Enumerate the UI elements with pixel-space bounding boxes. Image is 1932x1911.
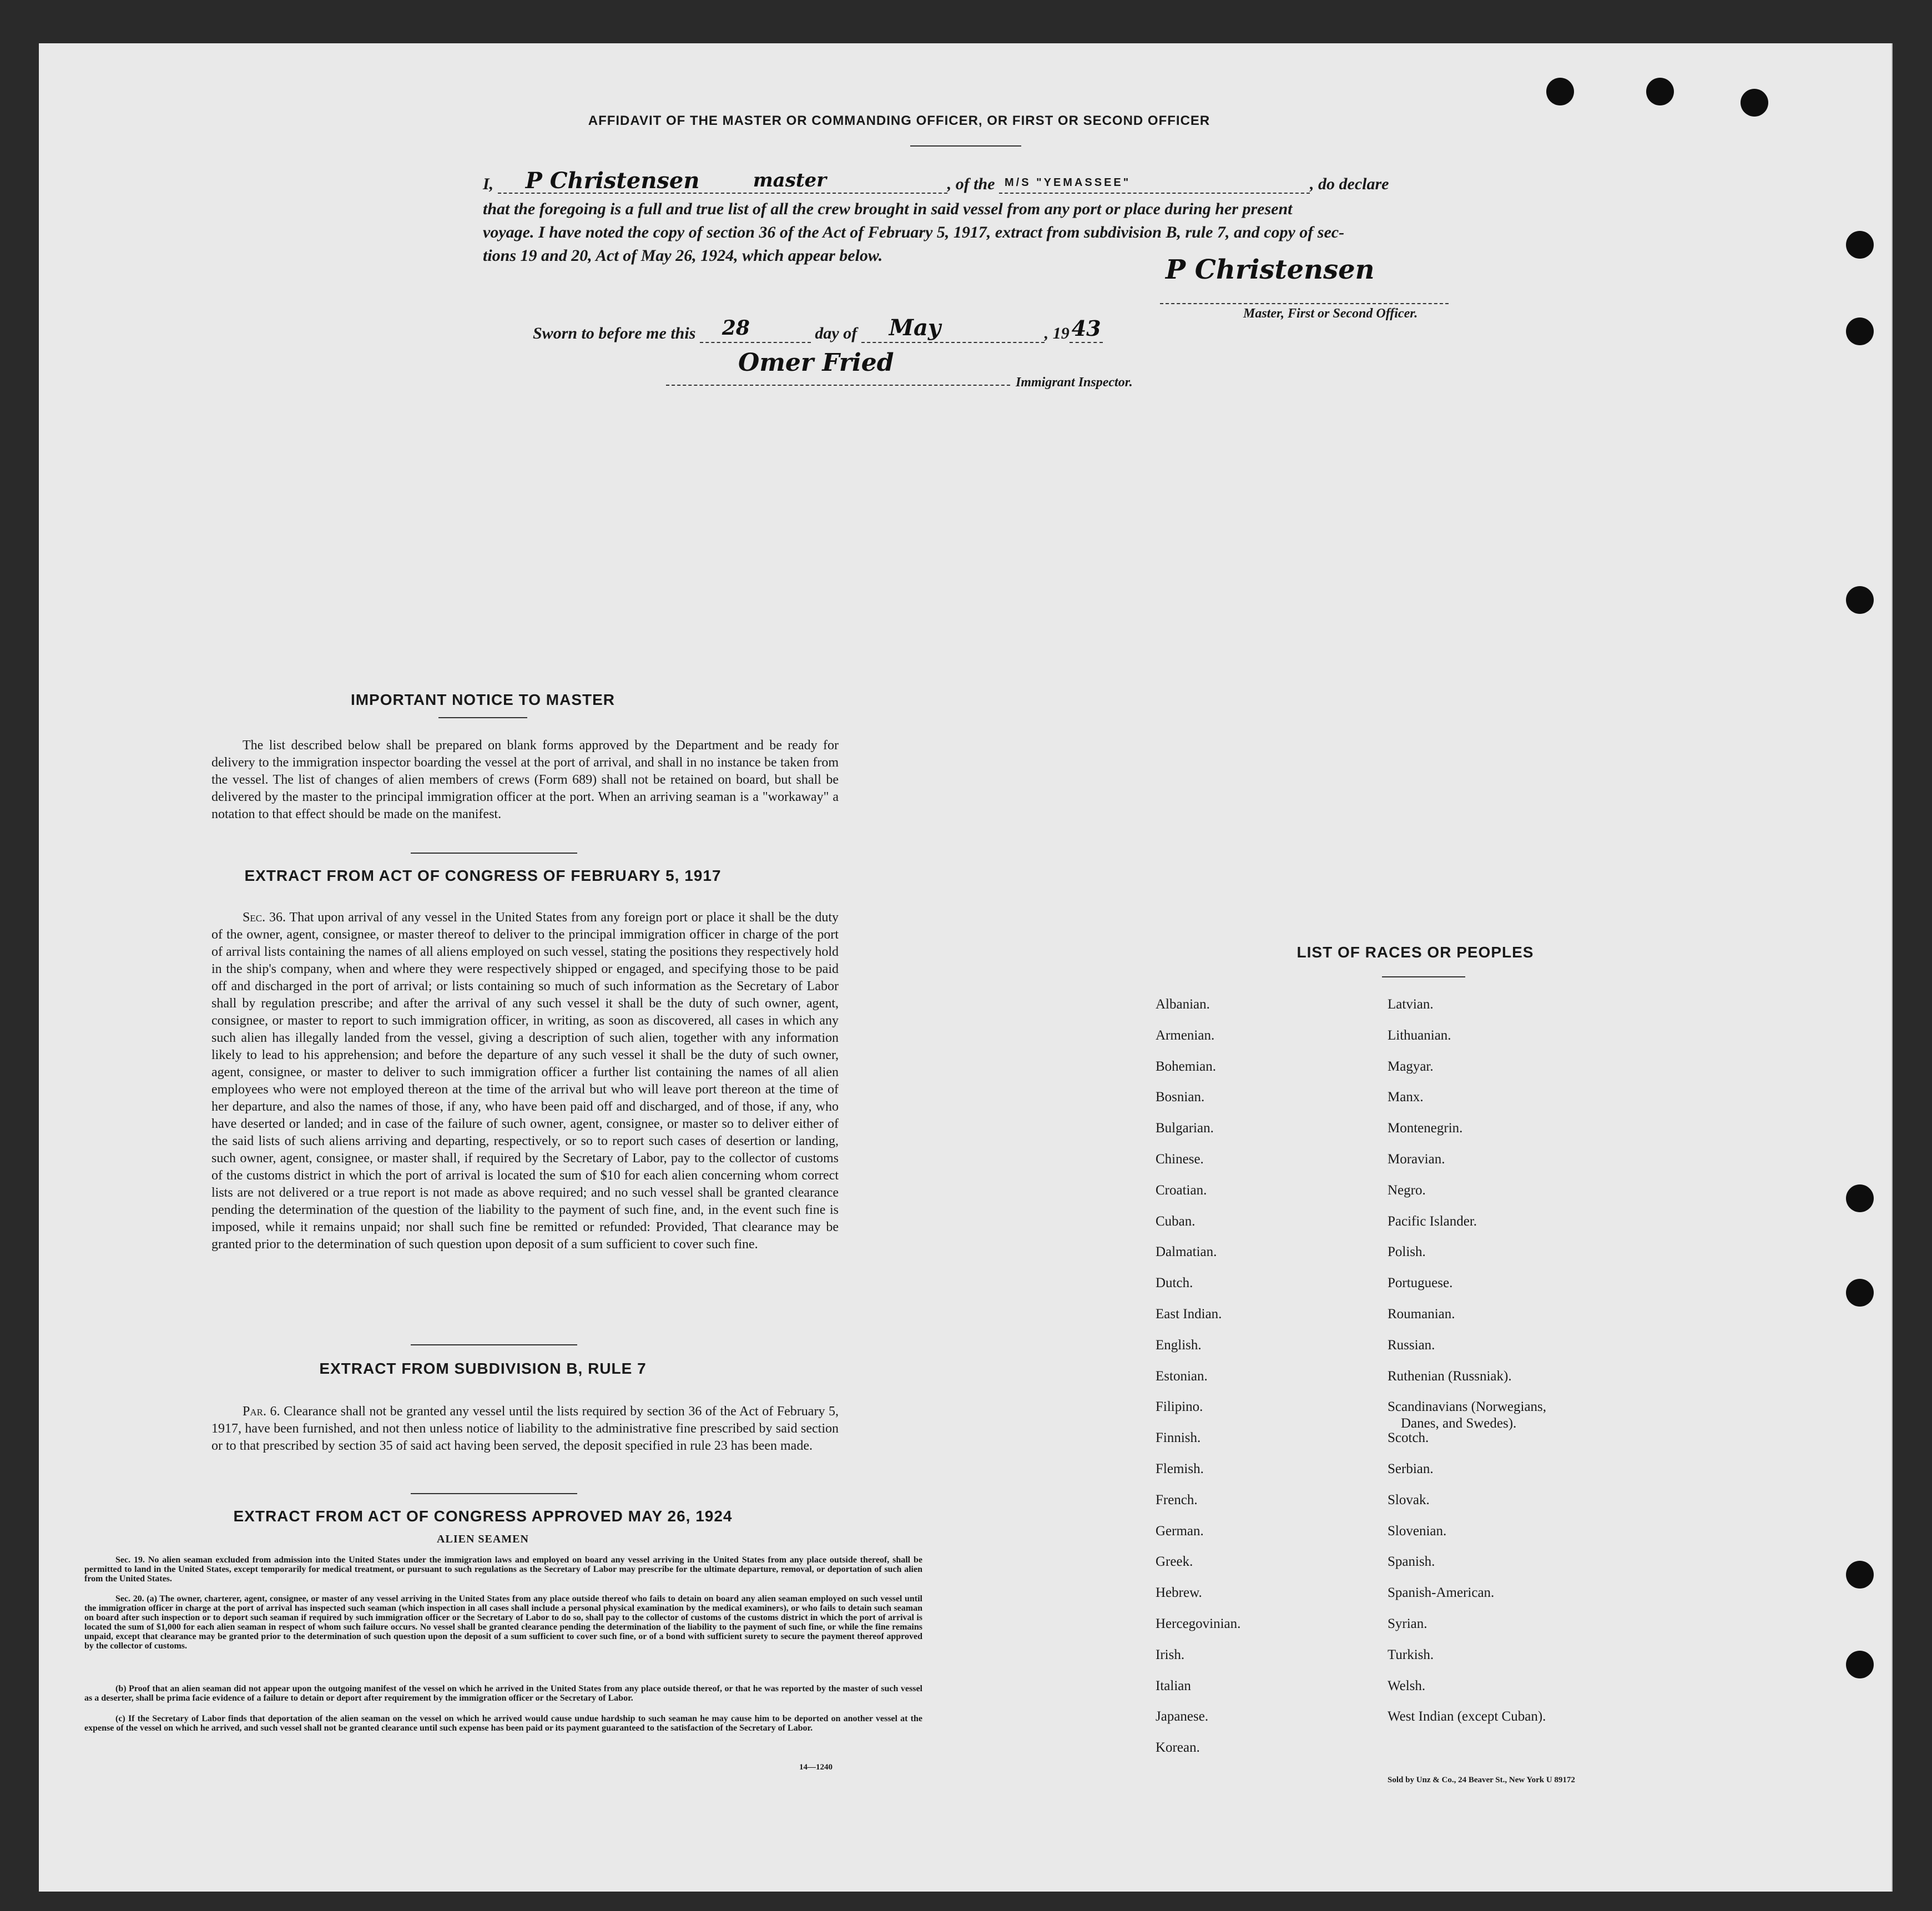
vessel-name: M/S "YEMASSEE" bbox=[1005, 177, 1131, 189]
race-item: Japanese. bbox=[1156, 1709, 1209, 1725]
race-item: Portuguese. bbox=[1388, 1275, 1453, 1291]
race-item: Danes, and Swedes). bbox=[1401, 1416, 1517, 1431]
race-item: Montenegrin. bbox=[1388, 1121, 1463, 1136]
sworn-month: May bbox=[889, 315, 941, 341]
notice-rule bbox=[438, 717, 527, 718]
par-6-label: Par. 6. bbox=[243, 1404, 280, 1419]
inspector-signature-line bbox=[666, 385, 1010, 386]
sworn-day-field bbox=[700, 316, 811, 343]
section-19-text: Sec. 19. No alien seaman excluded from admission into the United States under the immigration laws and employed on board any vessel arriving in the United States from any place outside thereof, shall be permitted to land in the United States, except temporarily for medical treatment, or pursuant to such regulations as the Secretary of Labor may prescribe for the ultimate departure, removal, or deportation of such alien from the United States. bbox=[84, 1555, 922, 1584]
lead-i: I, bbox=[483, 175, 494, 193]
race-item: Korean. bbox=[1156, 1740, 1200, 1756]
divider bbox=[411, 1344, 577, 1345]
master-signature: P Christensen bbox=[525, 168, 700, 194]
race-item: Spanish-American. bbox=[1388, 1585, 1495, 1601]
vessel-name-field bbox=[999, 177, 1310, 194]
of-the-text: , of the bbox=[947, 175, 995, 193]
section-20a-text: Sec. 20. (a) The owner, charterer, agent, consignee, or master of any vessel arriving in the United States from any place outside thereof who fails to detain on board any alien seaman employed on such vessel until the immigration officer in charge at the port of arrival has inspected such seaman (which inspection in all cases shall include a personal physical examination by the medical examiners), or who fails to detain such seaman on board after such inspection or to deport such seaman if required by such immigration officer or the Secretary of Labor to do so, shall pay to the collector of customs of the customs district in which the port of arrival is located the sum of $1,000 for each alien seaman in respect of whom such failure occurs. No vessel shall be granted clearance pending the determination of the liability to the payment of such fine, or while the fine remains unpaid, except that clearance may be granted prior to the determination of such question upon the deposit of a sum sufficient to cover such fine, or of a bond with sufficient surety to secure the payment thereof approved by the collector of customs. bbox=[84, 1594, 922, 1651]
race-item: Finnish. bbox=[1156, 1430, 1201, 1446]
divider bbox=[411, 853, 577, 854]
rule-7-body: Clearance shall not be granted any vessel until the lists required by section 36 of the Act of February 5, 1917, have been furnished, and not then unless notice of liability to the administrative fine prescribed by said section or to that prescribed by section 35 of said act having been served, the deposit specified in rule 23 has been made. bbox=[211, 1404, 839, 1453]
notice-heading: IMPORTANT NOTICE TO MASTER bbox=[350, 691, 616, 708]
section-36-label: Sec. 36. bbox=[243, 910, 286, 925]
punch-hole-icon bbox=[1846, 1279, 1874, 1307]
rule-7-heading: EXTRACT FROM SUBDIVISION B, RULE 7 bbox=[319, 1360, 647, 1377]
race-item: Greek. bbox=[1156, 1554, 1193, 1570]
race-item: Magyar. bbox=[1388, 1058, 1434, 1074]
race-item: Bohemian. bbox=[1156, 1058, 1217, 1074]
race-item: German. bbox=[1156, 1523, 1204, 1539]
race-item: Scotch. bbox=[1388, 1430, 1429, 1446]
punch-hole-icon bbox=[1846, 1651, 1874, 1678]
affidavit-line-2: that the foregoing is a full and true list of all the crew brought in said vessel from any port or place during her present bbox=[483, 200, 1293, 218]
punch-hole-icon bbox=[1741, 89, 1768, 117]
punch-hole-icon bbox=[1846, 1561, 1874, 1589]
race-item: Spanish. bbox=[1388, 1554, 1435, 1570]
divider bbox=[411, 1493, 577, 1494]
race-item: Slovenian. bbox=[1388, 1523, 1447, 1539]
race-item: Welsh. bbox=[1388, 1678, 1426, 1693]
punch-hole-icon bbox=[1846, 1184, 1874, 1212]
race-item: West Indian (except Cuban). bbox=[1388, 1709, 1546, 1725]
heading-rule bbox=[910, 145, 1021, 147]
race-item: Lithuanian. bbox=[1388, 1027, 1451, 1043]
year-suffix: 43 bbox=[1071, 316, 1101, 341]
punch-hole-icon bbox=[1846, 317, 1874, 345]
punch-hole-icon bbox=[1846, 586, 1874, 614]
race-item: Polish. bbox=[1388, 1244, 1426, 1260]
race-item: Pacific Islander. bbox=[1388, 1213, 1477, 1229]
extract-1924-heading: EXTRACT FROM ACT OF CONGRESS APPROVED MAY 26, 1924 bbox=[233, 1507, 733, 1525]
races-heading: LIST OF RACES OR PEOPLES bbox=[1297, 944, 1534, 961]
affidavit-declaration-line bbox=[483, 168, 1389, 194]
section-20b-text: (b) Proof that an alien seaman did not appear upon the outgoing manifest of the vessel on which he arrived in the United States from any place outside thereof, or that he was reported by the master of such vessel as a deserter, shall be prima facie evidence of a failure to detain or deport after requirement by the immigration officer or the Secretary of Labor. bbox=[84, 1684, 922, 1703]
race-item: Filipino. bbox=[1156, 1399, 1203, 1415]
race-item: Dutch. bbox=[1156, 1275, 1193, 1291]
manifest-page bbox=[39, 43, 1893, 1892]
race-item: Serbian. bbox=[1388, 1461, 1434, 1476]
race-item: Armenian. bbox=[1156, 1027, 1215, 1043]
year-field bbox=[1070, 316, 1103, 343]
form-number: 14—1240 bbox=[799, 1763, 833, 1772]
race-item: Syrian. bbox=[1388, 1616, 1427, 1631]
race-item: Cuban. bbox=[1156, 1213, 1195, 1229]
race-item: Bulgarian. bbox=[1156, 1121, 1214, 1136]
race-item: Slovak. bbox=[1388, 1492, 1430, 1507]
master-name-field bbox=[498, 168, 947, 194]
race-item: East Indian. bbox=[1156, 1307, 1222, 1322]
races-rule bbox=[1382, 976, 1465, 977]
race-item: Negro. bbox=[1388, 1182, 1426, 1198]
race-item: Dalmatian. bbox=[1156, 1244, 1217, 1260]
section-36-body: That upon arrival of any vessel in the United States from any foreign port or place it shall be the duty of the owner, agent, consignee, or master thereof to deliver to the principal immigration officer in charge of the port of arrival lists containing the names of all aliens employed on such vessel, stating the positions they respectively hold in the ship's company, when and where they were respectively shipped or engaged, and specifying those to be paid off and discharged in the port of arrival; or lists containing so much of such information as the Secretary of Labor shall by regulation prescribe; and after the arrival of any such vessel it shall be the duty of such owner, agent, consignee, or master to report to such immigration officer, in writing, as soon as discovered, all cases in which any such alien has illegally landed from the vessel, giving a description of such alien, together with any information likely to lead to his apprehension; and before the departure of any such vessel it shall be the duty of such owner, agent, consignee, or master to deliver to such immigration officer a further list containing the names of all alien employees who were not employed thereon at the time of the arrival but who will leave port thereon at the time of her departure, and also the names of those, if any, who have been paid off and discharged, and of those, if any, who have deserted or landed; and in case of the failure of such owner, agent, consignee, or master so to deliver either of the said lists of such aliens arriving and departing, respectively, or so to report such cases of desertion or landing, such owner, agent, consignee, or master shall, if required by the Secretary of Labor, pay to the collector of customs of the customs district in which the port of arrival is located the sum of $10 for each alien concerning whom correct lists are not delivered or a true report is not made as above required; and no such vessel shall be granted clearance pending the determination of the question of the liability to the payment of such fine, and, in the event such fine is imposed, while it remains unpaid; nor shall such fine be remitted or refunded: Provided, That clearance may be granted prior to the determination of such question upon deposit of a sum sufficient to cover such fine. bbox=[211, 910, 839, 1252]
race-item: Russian. bbox=[1388, 1337, 1435, 1353]
punch-hole-icon bbox=[1846, 231, 1874, 259]
rule-7-text bbox=[211, 1403, 839, 1455]
sworn-day: 28 bbox=[722, 316, 750, 340]
inspector-caption: Immigrant Inspector. bbox=[1016, 375, 1133, 390]
section-36-text bbox=[211, 909, 839, 1253]
race-item: Irish. bbox=[1156, 1647, 1185, 1662]
sworn-text: Sworn to before me this bbox=[533, 324, 696, 342]
race-item: Ruthenian (Russniak). bbox=[1388, 1368, 1512, 1384]
year-prefix: , 19 bbox=[1044, 324, 1070, 342]
sworn-month-field bbox=[861, 315, 1045, 343]
affidavit-line-4: tions 19 and 20, Act of May 26, 1924, which appear below. bbox=[483, 246, 883, 265]
affidavit-line-3: voyage. I have noted the copy of section 36 of the Act of February 5, 1917, extract from subdivision B, rule 7, and copy of sec- bbox=[483, 223, 1345, 241]
race-item: Latvian. bbox=[1388, 997, 1434, 1012]
do-declare-text: , do declare bbox=[1310, 175, 1389, 193]
punch-hole-icon bbox=[1546, 78, 1574, 105]
day-of-text: day of bbox=[815, 324, 857, 342]
race-item: Bosnian. bbox=[1156, 1090, 1205, 1105]
binding-edge bbox=[1891, 43, 1893, 1892]
race-item: Albanian. bbox=[1156, 997, 1210, 1012]
race-item: Croatian. bbox=[1156, 1182, 1207, 1198]
rank-handwritten: master bbox=[753, 169, 827, 191]
race-item: Hebrew. bbox=[1156, 1585, 1202, 1601]
race-item: Moravian. bbox=[1388, 1152, 1445, 1167]
race-item: Scandinavians (Norwegians, bbox=[1388, 1399, 1547, 1415]
sworn-line bbox=[533, 315, 1103, 343]
notice-text: The list described below shall be prepared on blank forms approved by the Department and be ready for delivery to the immigration inspector boarding the vessel at the port of arrival, and shall in no instance be taken from the vessel. The list of changes of alien members of crews (Form 689) shall not be retained on board, but shall be delivered by the master to the principal immigration officer at the port. When an arriving seaman is a "workaway" a notation to that effect should be made on the manifest. bbox=[211, 738, 839, 821]
affidavit-heading: AFFIDAVIT OF THE MASTER OR COMMANDING OFFICER, OR FIRST OR SECOND OFFICER bbox=[588, 113, 1210, 128]
race-item: Italian bbox=[1156, 1678, 1191, 1693]
section-20c-text: (c) If the Secretary of Labor finds that deportation of the alien seaman on the vessel on which he arrived would cause undue hardship to such seaman he may cause him to be deported on another vessel at the expense of the vessel on which he arrived, and such vessel shall not be granted clearance until such expense has been paid or its payment guaranteed to the satisfaction of the Secretary of Labor. bbox=[84, 1714, 922, 1733]
officer-caption: Master, First or Second Officer. bbox=[1243, 306, 1418, 321]
race-item: English. bbox=[1156, 1337, 1202, 1353]
race-item: Hercegovinian. bbox=[1156, 1616, 1241, 1631]
race-item: Turkish. bbox=[1388, 1647, 1434, 1662]
extract-1917-heading: EXTRACT FROM ACT OF CONGRESS OF FEBRUARY 5, 1917 bbox=[244, 867, 722, 884]
race-item: Manx. bbox=[1388, 1090, 1424, 1105]
race-item: Estonian. bbox=[1156, 1368, 1208, 1384]
race-item: Roumanian. bbox=[1388, 1307, 1455, 1322]
race-item: Chinese. bbox=[1156, 1152, 1204, 1167]
alien-seamen-subheading: ALIEN SEAMEN bbox=[437, 1533, 529, 1545]
punch-hole-icon bbox=[1646, 78, 1674, 105]
seller-imprint: Sold by Unz & Co., 24 Beaver St., New York U 89172 bbox=[1388, 1776, 1575, 1784]
race-item: Flemish. bbox=[1156, 1461, 1204, 1476]
inspector-signature: Omer Fried bbox=[738, 349, 894, 377]
race-item: French. bbox=[1156, 1492, 1198, 1507]
officer-signature-line bbox=[1160, 303, 1449, 304]
officer-signature: P Christensen bbox=[1166, 254, 1375, 285]
